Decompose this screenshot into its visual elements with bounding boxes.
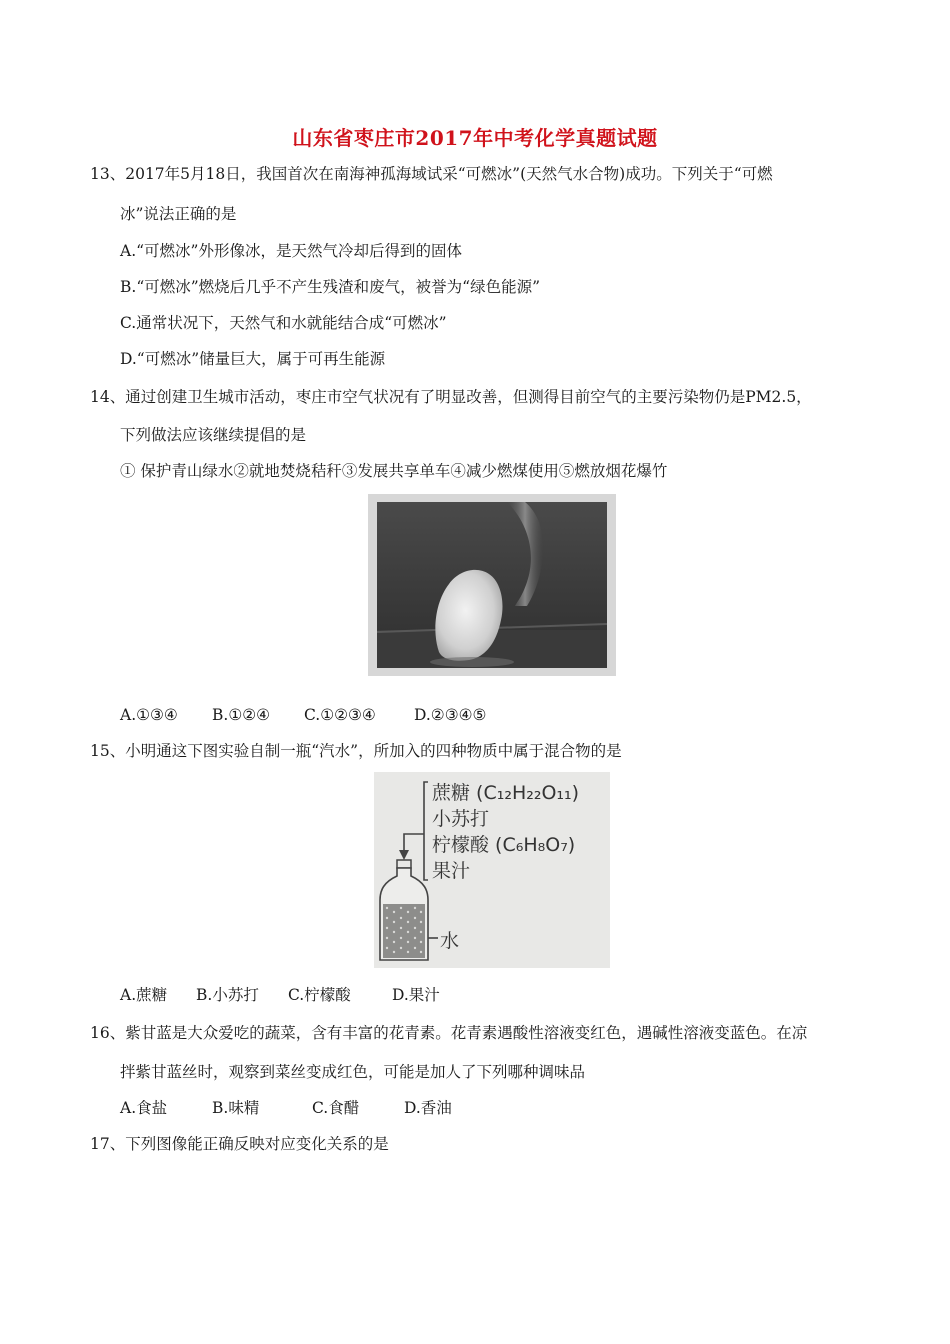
page-title: 山东省枣庄市2017年中考化学真题试题 [292, 126, 658, 150]
q16-option-a: A.食盐 [120, 1099, 168, 1117]
q14-option-d: D.②③④⑤ [414, 706, 487, 724]
q16-option-d: D.香油 [404, 1099, 452, 1117]
label-sucrose: 蔗糖 (C₁₂H₂₂O₁₁) [432, 782, 580, 804]
label-juice: 果汁 [432, 860, 471, 882]
q16-option-b: B.味精 [212, 1099, 260, 1117]
label-water: 水 [440, 930, 460, 952]
label-citric-acid: 柠檬酸 (C₆H₈O₇) [432, 834, 576, 856]
burning-ice-image [377, 502, 607, 668]
q17-stem-line1: 17、下列图像能正确反映对应变化关系的是 [90, 1135, 389, 1153]
q13-option-d: D.“可燃冰”储量巨大，属于可再生能源 [120, 350, 386, 368]
q14-stem-line2: 下列做法应该继续提倡的是 [120, 426, 307, 444]
q16-options [120, 1098, 452, 1118]
q14-option-b: B.①②④ [212, 706, 271, 724]
soda-experiment-diagram [374, 772, 610, 968]
q15-option-b: B.小苏打 [196, 986, 259, 1004]
q14-items: ① 保护青山绿水②就地焚烧秸秆③发展共享单车④减少燃煤使用⑤燃放烟花爆竹 [120, 462, 668, 480]
q13-option-a: A.“可燃冰”外形像冰，是天然气冷却后得到的固体 [120, 242, 462, 260]
q14-options [120, 705, 486, 725]
q15-option-c: C.柠檬酸 [288, 986, 351, 1004]
q14-stem-line1: 14、通过创建卫生城市活动，枣庄市空气状况有了明显改善，但测得目前空气的主要污染物仍是PM2.5， [90, 388, 812, 406]
q15-option-a: A.蔗糖 [120, 986, 168, 1004]
q15-option-d: D.果汁 [392, 986, 440, 1004]
q13-stem-line1: 13、2017年5月18日，我国首次在南海神孤海域试采“可燃冰”(天然气水合物)成功。下列关于“可燃 [90, 165, 773, 183]
q16-stem-line2: 拌紫甘蓝丝时，观察到菜丝变成红色，可能是加人了下列哪种调味品 [120, 1063, 586, 1081]
q15-options [120, 985, 440, 1005]
burning-ice-photo [368, 494, 616, 676]
label-baking-soda: 小苏打 [432, 808, 490, 830]
q14-option-a: A.①③④ [120, 706, 178, 724]
q13-option-b: B.“可燃冰”燃烧后几乎不产生残渣和废气，被誉为“绿色能源” [120, 278, 541, 296]
q15-stem-line1: 15、小明通这下图实验自制一瓶“汽水”，所加入的四种物质中属于混合物的是 [90, 742, 622, 760]
q13-option-c: C.通常状况下，天然气和水就能结合成“可燃冰” [120, 314, 447, 332]
q16-option-c: C.食醋 [312, 1099, 360, 1117]
q14-option-c: C.①②③④ [304, 706, 376, 724]
q13-stem-line2: 冰”说法正确的是 [120, 205, 237, 223]
q16-stem-line1: 16、紫甘蓝是大众爱吃的蔬菜，含有丰富的花青素。花青素遇酸性溶液变红色，遇碱性溶液变蓝色。在凉 [90, 1024, 808, 1042]
